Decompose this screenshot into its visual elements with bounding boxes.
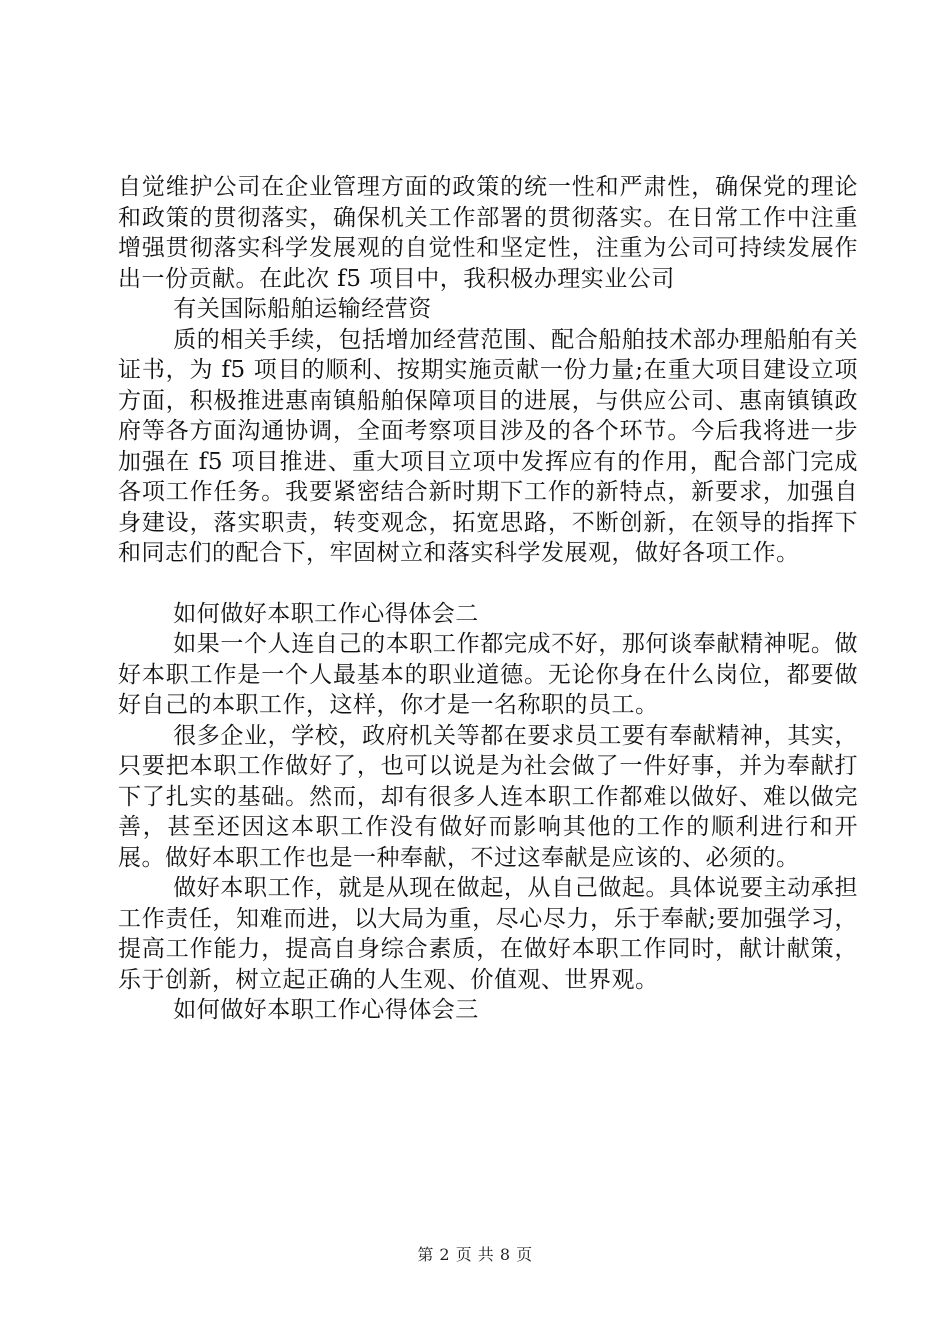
paragraph: 很多企业，学校，政府机关等都在要求员工要有奉献精神，其实，只要把本职工作做好了，也可以说是为社会做了一件好事，并为奉献打下了扎实的基础。然而，却有很多人连本职工作都难以做好、难以做完善，甚至还因这本职工作没有做好而影响其他的工作的顺利进行和开展。做好本职工作也是一种奉献，不过这奉献是应该的、必须的。 (118, 722, 858, 871)
page-footer: 第 2 页 共 8 页 (417, 1245, 533, 1264)
paragraph: 做好本职工作，就是从现在做起，从自己做起。具体说要主动承担工作责任，知难而进，以大局为重，尽心尽力，乐于奉献;要加强学习，提高工作能力，提高自身综合素质，在做好本职工作同时，献计献策，乐于创新，树立起正确的人生观、价值观、世界观。 (118, 875, 858, 993)
paragraph: 如果一个人连自己的本职工作都完成不好，那何谈奉献精神呢。做好本职工作是一个人最基本的职业道德。无论你身在什么岗位，都要做好自己的本职工作，这样，你才是一名称职的员工。 (118, 631, 858, 718)
paragraph-continuation: 自觉维护公司在企业管理方面的政策的统一性和严肃性，确保党的理论和政策的贯彻落实，确保机关工作部署的贯彻落实。在日常工作中注重增强贯彻落实科学发展观的自觉性和坚定性，注重为公司可持续发展作出一份贡献。在此次 f5 项目中，我积极办理实业公司 (118, 174, 858, 292)
section-heading: 如何做好本职工作心得体会二 (173, 600, 479, 627)
paragraph-gap (118, 569, 858, 599)
paragraph-fragment: 有关国际船舶运输经营资 (173, 296, 432, 322)
document-body (118, 172, 858, 1026)
section-heading: 如何做好本职工作心得体会三 (173, 997, 479, 1023)
paragraph: 质的相关手续，包括增加经营范围、配合船舶技术部办理船舶有关证书，为 f5 项目的顺利、按期实施贡献一份力量;在重大项目建设立项方面，积极推进惠南镇船舶保障项目的进展，与供应公司、惠南镇镇政府等各方面沟通协调，全面考察项目涉及的各个环节。今后我将进一步加强在 f5 项目推进、重大项目立项中发挥应有的作用，配合部门完成各项工作任务。我要紧密结合新时期下工作的新特点，新要求，加强自身建设，落实职责，转变观念，拓宽思路，不断创新，在领导的指挥下和同志们的配合下，牢固树立和落实科学发展观，做好各项工作。 (118, 326, 858, 566)
